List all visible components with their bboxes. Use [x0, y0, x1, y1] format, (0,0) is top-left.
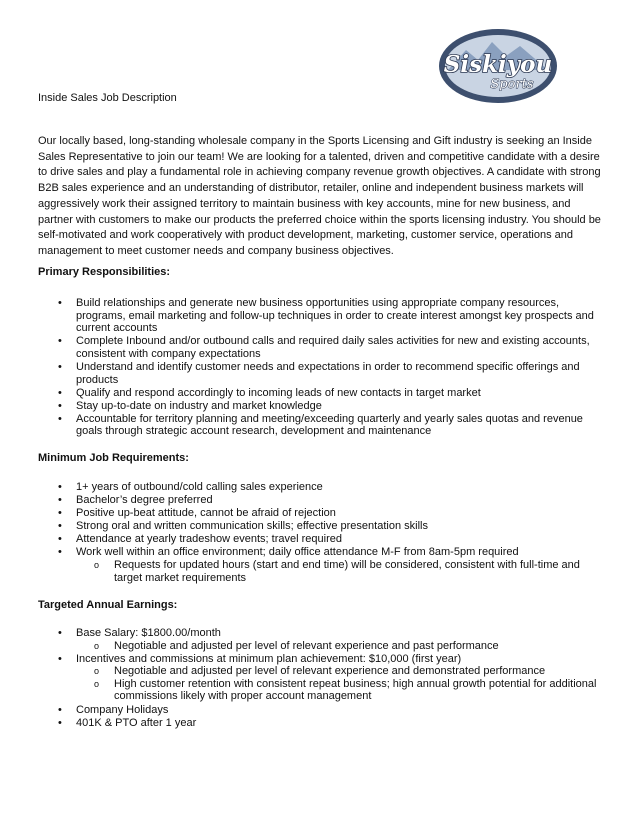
list-item	[38, 704, 598, 717]
list-item	[38, 546, 598, 584]
sub-list-item-text: High customer retention with consistent repeat business; high annual growth potential for additional commissions likely with proper account management	[114, 677, 597, 703]
annual-earnings-list	[38, 627, 598, 730]
list-item	[38, 387, 598, 400]
list-item-text: Accountable for territory planning and meeting/exceeding quarterly and yearly sales quotas and revenue goals through strategic account research, development and maintenance	[76, 412, 583, 438]
bullet-icon: •	[58, 399, 62, 412]
list-item	[38, 413, 598, 438]
bullet-icon: •	[58, 360, 62, 373]
sub-bullet-icon: o	[94, 666, 100, 677]
list-item-text: Bachelor’s degree preferred	[76, 494, 213, 507]
bullet-icon: •	[58, 546, 62, 559]
list-item	[38, 481, 598, 494]
document-title: Inside Sales Job Description	[38, 92, 177, 104]
bullet-icon: •	[58, 335, 62, 348]
list-item	[38, 507, 598, 520]
list-item-text: Strong oral and written communication skills; effective presentation skills	[76, 520, 428, 533]
minimum-requirements-heading: Minimum Job Requirements:	[38, 452, 189, 464]
primary-responsibilities-heading: Primary Responsibilities:	[38, 266, 171, 278]
sub-list-item	[76, 640, 598, 653]
bullet-icon: •	[58, 520, 62, 533]
bullet-icon: •	[58, 494, 62, 507]
bullet-icon: •	[58, 533, 62, 546]
bullet-icon: •	[58, 716, 62, 729]
list-item-text: Complete Inbound and/or outbound calls and required daily sales activities for new and existing accounts, consistent with company expectations	[76, 335, 590, 360]
sub-bullet-icon: o	[94, 678, 100, 689]
primary-responsibilities-list	[38, 297, 598, 439]
list-item-text: Work well within an office environment; daily office attendance M-F from 8am-5pm required	[76, 546, 519, 559]
list-item-text: Base Salary: $1800.00/month	[76, 627, 221, 639]
list-item-text: Qualify and respond accordingly to incoming leads of new contacts in target market	[76, 386, 481, 399]
bullet-icon: •	[58, 703, 62, 716]
list-item-text: 401K & PTO after 1 year	[76, 716, 197, 729]
list-item-text: Incentives and commissions at minimum plan achievement: $10,000 (first year)	[76, 652, 462, 665]
list-item	[38, 627, 598, 652]
list-item-text: Understand and identify customer needs and expectations in order to recommend specific offerings and products	[76, 360, 580, 386]
intro-paragraph: Our locally based, long-standing wholesale company in the Sports Licensing and Gift industry is seeking an Inside Sales Representative to join our team! We are looking for a talented, driven and competitive candidate with a desire to drive sales and play a fundamental role in achieving company revenue growth objectives. A candidate with strong B2B sales experience and an understanding of distributor, retailer, online and independent business markets will aggressively work their assigned territory to maintain business with key accounts, mine for new business, and partner with customers to make our products the preferred choice within the sports licensing industry. You should be self-motivated and work cooperatively with product development, marketing, customer service, operations and management to meet customer needs and company business objectives.	[38, 135, 601, 257]
list-item-text: Company Holidays	[76, 703, 169, 716]
bullet-icon: •	[58, 386, 62, 399]
sub-list-item	[76, 665, 598, 678]
sub-bullet-icon: o	[94, 560, 100, 571]
sub-list-item-text: Negotiable and adjusted per level of relevant experience and demonstrated performance	[114, 665, 546, 678]
bullet-icon: •	[58, 481, 62, 493]
bullet-icon: •	[58, 507, 62, 520]
sub-list-item	[76, 678, 598, 703]
sub-list	[76, 665, 598, 703]
bullet-icon: •	[58, 627, 62, 639]
minimum-requirements-list	[38, 481, 598, 585]
annual-earnings-heading: Targeted Annual Earnings:	[38, 599, 178, 611]
list-item-text: Positive up-beat attitude, cannot be afraid of rejection	[76, 507, 336, 520]
list-item	[38, 297, 598, 335]
list-item	[38, 361, 598, 386]
list-item	[38, 520, 598, 533]
siskiyou-sports-logo	[436, 24, 560, 108]
list-item	[38, 400, 598, 413]
sub-list-item-text: Negotiable and adjusted per level of relevant experience and past performance	[114, 639, 499, 652]
list-item	[38, 717, 598, 730]
bullet-icon: •	[58, 412, 62, 425]
list-item-text: Stay up-to-date on industry and market knowledge	[76, 399, 322, 412]
list-item-text: 1+ years of outbound/cold calling sales experience	[76, 481, 323, 493]
list-item	[38, 533, 598, 546]
logo-brand-main: Siskiyou	[443, 51, 553, 78]
logo-brand-sub: Sports	[490, 77, 534, 92]
sub-list-item-text: Requests for updated hours (start and end time) will be considered, consistent with full-time and target market requirements	[114, 559, 580, 584]
list-item-text: Attendance at yearly tradeshow events; travel required	[76, 533, 342, 546]
list-item	[38, 653, 598, 703]
list-item-text: Build relationships and generate new business opportunities using appropriate company resources, programs, email marketing and follow-up techniques in order to create interest amongst key prospects and current accounts	[76, 297, 594, 335]
bullet-icon: •	[58, 297, 62, 309]
sub-list	[76, 640, 598, 653]
bullet-icon: •	[58, 652, 62, 665]
list-item	[38, 335, 598, 360]
sub-list	[76, 559, 598, 584]
list-item	[38, 494, 598, 507]
sub-list-item	[76, 559, 598, 584]
sub-bullet-icon: o	[94, 640, 100, 651]
